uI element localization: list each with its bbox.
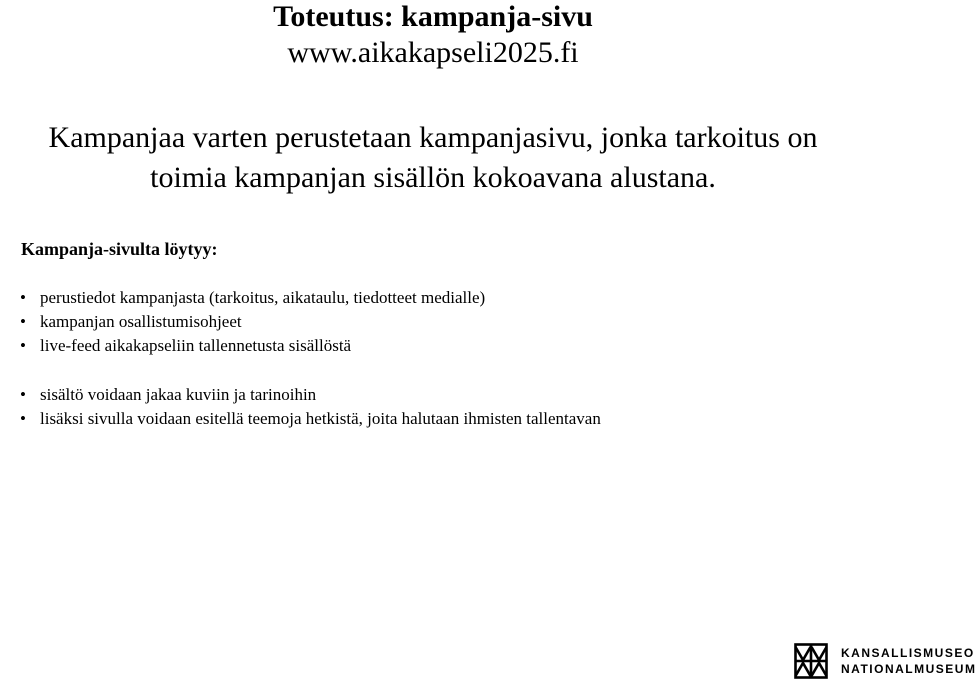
- list-item-text: sisältö voidaan jakaa kuviin ja tarinoihin: [40, 385, 317, 404]
- intro-paragraph: [0, 118, 866, 198]
- bullet-icon: •: [20, 312, 26, 331]
- list-item: [16, 310, 485, 334]
- bullet-icon: •: [20, 288, 26, 307]
- list-item-text: lisäksi sivulla voidaan esitellä teemoja hetkistä, joita halutaan ihmisten tallentavan: [40, 409, 601, 428]
- kansallismuseo-logo: [794, 643, 976, 679]
- list-item: [16, 407, 601, 431]
- list-item: [16, 383, 601, 407]
- list-item-text: live-feed aikakapseliin tallennetusta sisällöstä: [40, 336, 352, 355]
- list-item: [16, 286, 485, 310]
- list-item: [16, 334, 485, 358]
- bullet-icon: •: [20, 409, 26, 428]
- list-item-text: kampanjan osallistumisohjeet: [40, 312, 242, 331]
- logo-line-1: KANSALLISMUSEO: [841, 646, 975, 660]
- page-title: Toteutus: kampanja-sivu: [273, 0, 593, 33]
- bullet-icon: •: [20, 336, 26, 355]
- kansallismuseo-logo-icon: [794, 643, 828, 679]
- intro-line-1: Kampanjaa varten perustetaan kampanjasivu, jonka tarkoitus on: [48, 121, 818, 154]
- bullet-icon: •: [20, 385, 26, 404]
- campaign-url: www.aikakapseli2025.fi: [287, 36, 579, 69]
- features-list: [16, 286, 485, 358]
- list-item-text: perustiedot kampanjasta (tarkoitus, aikataulu, tiedotteet medialle): [40, 288, 486, 307]
- section-heading: Kampanja-sivulta löytyy:: [21, 239, 218, 259]
- content-list: [16, 383, 601, 431]
- intro-line-2: toimia kampanjan sisällön kokoavana alustana.: [150, 161, 716, 194]
- logo-line-2: NATIONALMUSEUM: [841, 662, 976, 676]
- logo-wordmark: [841, 645, 976, 677]
